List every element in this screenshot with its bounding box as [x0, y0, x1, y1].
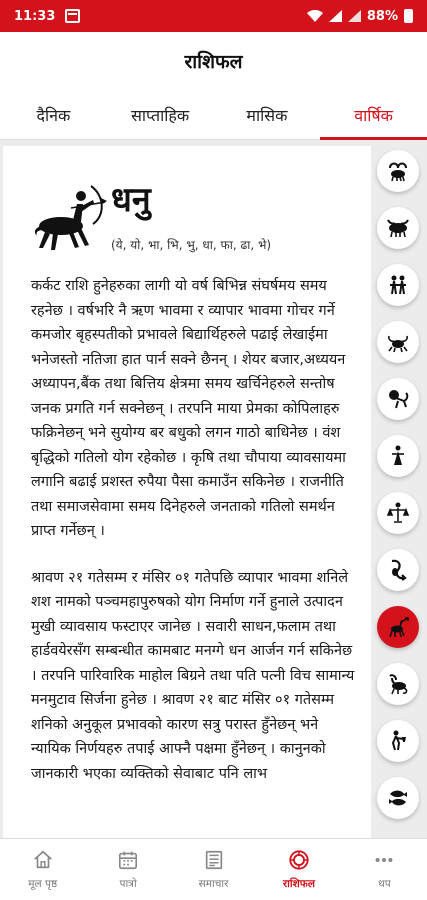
zodiac-scorpio-button[interactable]	[377, 549, 419, 591]
battery-percent: 88%	[366, 8, 398, 24]
gemini-icon	[386, 273, 410, 297]
signal-2-icon	[348, 10, 361, 22]
aries-icon	[386, 159, 410, 183]
more-icon	[373, 849, 395, 871]
horoscope-content[interactable]	[3, 146, 371, 838]
zodiac-gemini-button[interactable]	[377, 264, 419, 306]
zodiac-sagittarius-button[interactable]	[377, 606, 419, 648]
zodiac-leo-button[interactable]	[377, 378, 419, 420]
tab-daily[interactable]: दैनिक	[36, 105, 71, 125]
sign-header	[31, 178, 361, 254]
bottom-navigation	[0, 838, 427, 900]
nav-home-label: मूल पृष्ठ	[28, 877, 58, 890]
calendar-notification-icon	[65, 9, 80, 23]
tab-weekly[interactable]: साप्ताहिक	[131, 105, 190, 125]
battery-icon	[404, 9, 413, 23]
tab-yearly[interactable]: वार्षिक	[320, 90, 427, 139]
status-bar	[0, 0, 427, 32]
sign-text	[111, 178, 271, 253]
home-icon	[32, 849, 54, 871]
zodiac-virgo-button[interactable]	[377, 435, 419, 477]
calendar-icon	[117, 849, 139, 871]
sagittarius-icon	[386, 615, 410, 639]
virgo-icon	[386, 444, 410, 468]
nav-horoscope[interactable]	[256, 839, 341, 900]
nav-more[interactable]	[342, 839, 427, 900]
leo-icon	[386, 387, 410, 411]
zodiac-capricorn-button[interactable]	[377, 663, 419, 705]
zodiac-sidebar	[373, 146, 427, 838]
status-right	[307, 9, 413, 24]
zodiac-aries-button[interactable]	[377, 150, 419, 192]
page-title: राशिफल	[184, 51, 243, 73]
sign-name: धनु	[111, 180, 151, 220]
taurus-icon	[386, 216, 410, 240]
zodiac-cancer-button[interactable]	[377, 321, 419, 363]
horoscope-icon	[288, 849, 310, 871]
zodiac-aquarius-button[interactable]	[377, 720, 419, 762]
nav-calendar-label: पात्रो	[119, 877, 137, 890]
nav-home[interactable]	[0, 839, 85, 900]
signal-icon	[329, 10, 342, 22]
zodiac-pisces-button[interactable]	[377, 777, 419, 819]
wifi-icon	[307, 10, 323, 22]
forecast-paragraph-1: कर्कट राशि हुनेहरुका लागी यो वर्ष बिभिन्न संघर्षमय समय रहनेछ । वर्षभरि नै ऋण भावमा र व्यापार भावमा गोचर गर्ने कमजोर बृहस्पतीको प्रभावले बिद्यार्थिहरुले पढाई लेखाईमा भनेजस्तो नतिजा हात पार्न सक्ने छैनन् । शेयर बजार,अध्ययन अध्यापन,बैंक तथा बित्तिय क्षेत्रमा समय खर्चिनेहरुले सन्तोष जनक प्रगति गर्न सक्नेछन् । तरपनि माया प्रेमका कोपिलाहरु फक्रिनेछन् भने सुयोग्य बर बधुको लगन गाठो बाधिनेछ । वंश बृद्धिको गतिलो योग रहेकोछ । कृषि तथा चौपाया व्यावसायमा लगानि बढाई प्रशस्त रुपैया पैसा कमाउँन सकिनेछ । राजनीति तथा समाजसेवामा समय दिनेहरुले जनताको गतिलो समर्थन प्राप्त गर्नेछन् ।	[31, 278, 346, 539]
status-time: 11:33	[14, 8, 56, 24]
app-bar	[0, 32, 427, 90]
sign-letters: (ये, यो, भा, भि, भु, धा, फा, ढा, भे)	[111, 238, 272, 252]
pisces-icon	[386, 786, 410, 810]
zodiac-taurus-button[interactable]	[377, 207, 419, 249]
forecast-paragraph-2: श्रावण २१ गतेसम्म र मंसिर ०१ गतेपछि व्यापार भावमा शनिले शश नामको पञ्चमहापुरुषको योग निर्माण गर्ने हुनाले उत्पादन मुखी व्यावसाय फस्टाएर जानेछ । सवारी साधन,फलाम तथा हार्डवयेरसँग सम्बन्धीत कामबाट मनग्गे धन आर्जन गर्न सकिनेछ । तरपनि पारिवारिक माहोल बिग्रने तथा पति पत्नी विच सामान्य मनमुटाव सिर्जना हुनेछ । श्रावण २१ बाट मंसिर ०१ गतेसम्म शनिको अनुकूल प्रभावको कारण सत्रु परास्त हुँनेछन् भने न्यायिक निर्णयहरु तपाई आफ्नै पक्षमा हुँनेछन् । कानुनको जानकारी भएका व्यक्तिको सेवाबाट पनि लाभ	[31, 569, 355, 782]
news-icon	[203, 849, 225, 871]
aquarius-icon	[386, 729, 410, 753]
nav-more-label: थप	[377, 877, 391, 890]
scorpio-icon	[386, 558, 410, 582]
cancer-icon	[386, 330, 410, 354]
capricorn-icon	[386, 672, 410, 696]
tab-monthly[interactable]: मासिक	[246, 105, 288, 125]
nav-news[interactable]	[171, 839, 256, 900]
nav-calendar[interactable]	[85, 839, 170, 900]
nav-news-label: समाचार	[198, 877, 229, 890]
nav-horoscope-label: राशिफल	[282, 877, 315, 890]
sagittarius-centaur-icon	[31, 182, 107, 254]
libra-icon	[386, 501, 410, 525]
period-tabs	[0, 90, 427, 140]
zodiac-libra-button[interactable]	[377, 492, 419, 534]
